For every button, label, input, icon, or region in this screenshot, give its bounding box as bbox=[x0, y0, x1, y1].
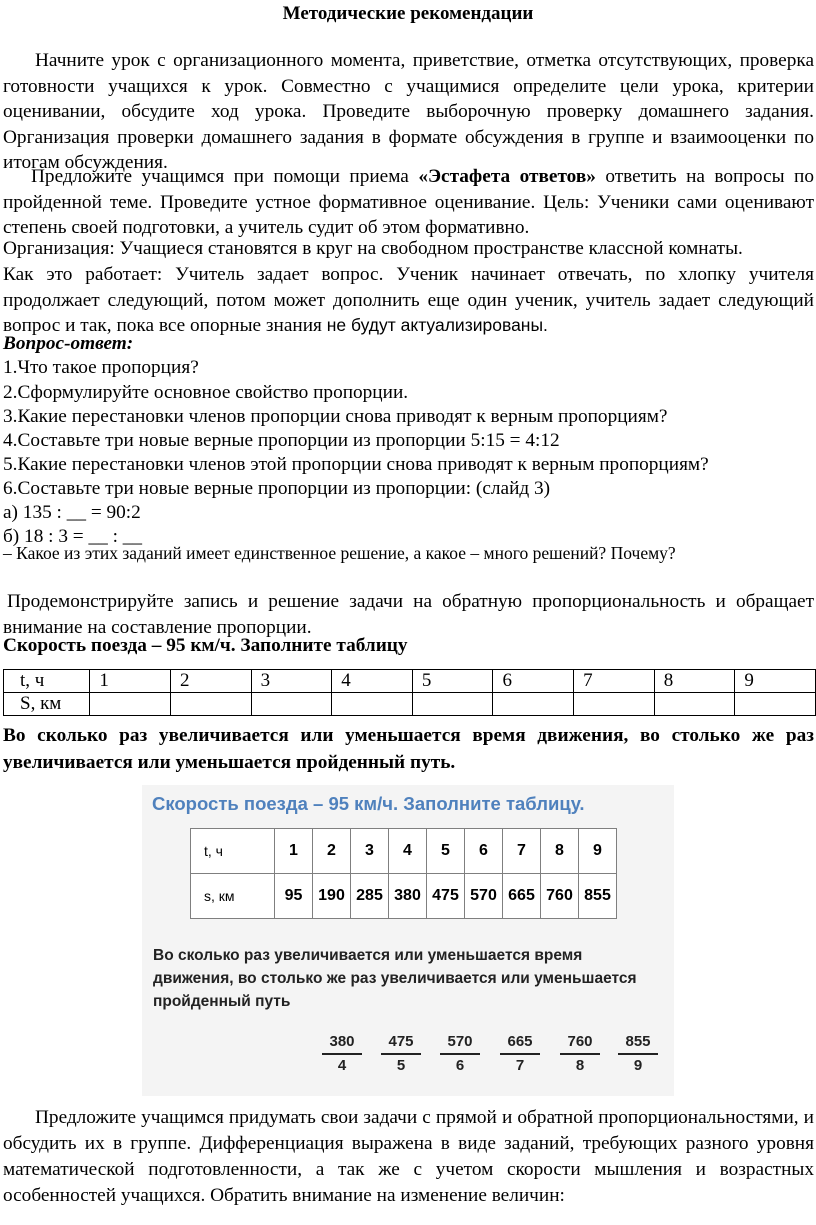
table-cell: 1 bbox=[90, 670, 171, 693]
document-title: Методические рекомендации bbox=[282, 3, 534, 24]
fraction bbox=[381, 1033, 421, 1076]
slide-question: Во сколько раз увеличивается или уменьшается время движения, во столько же раз увеличивается или уменьшается пройденный путь bbox=[153, 947, 637, 1010]
question-item: а) 135 : __ = 90:2 bbox=[3, 502, 141, 523]
how-it-works-text: Как это работает: Учитель задает вопрос. Ученик начинает отвечать, по хлопку учителя продолжает следующий, потом может дополнить еще один ученик, учитель задает следующий вопрос и так, пока все опорные знания bbox=[3, 264, 814, 336]
fraction-numerator: 665 bbox=[500, 1033, 540, 1055]
table-cell: 4 bbox=[389, 829, 427, 874]
table-cell: 6 bbox=[465, 829, 503, 874]
table-cell: 5 bbox=[412, 670, 493, 693]
table-row bbox=[191, 874, 617, 919]
table-cell: 4 bbox=[332, 670, 413, 693]
fraction bbox=[322, 1033, 362, 1076]
table-cell: 665 bbox=[503, 874, 541, 919]
speed-table bbox=[3, 669, 816, 716]
table-cell: 570 bbox=[465, 874, 503, 919]
relay-text-end: ответить на вопросы по пройденной теме. Проведите устное формативное оценивание. Цель: Ученики сами оценивают степень своей подготовки, а учитель судит об этом формативно. bbox=[3, 166, 815, 238]
fraction-denominator: 9 bbox=[633, 1057, 643, 1074]
fraction bbox=[560, 1033, 600, 1076]
fraction-denominator: 7 bbox=[515, 1057, 525, 1074]
slide-distance-label: s, км bbox=[191, 874, 275, 919]
relay-method-name: «Эстафета ответов» bbox=[418, 166, 596, 187]
question-note: – Какое из этих заданий имеет единственное решение, а какое – много решений? Почему? bbox=[3, 543, 676, 563]
task-question: Во сколько раз увеличивается или уменьшается время движения, во столько же раз увеличивается или уменьшается пройденный путь. bbox=[3, 725, 814, 773]
table-cell: 95 bbox=[275, 874, 313, 919]
table-cell: 190 bbox=[313, 874, 351, 919]
fraction-numerator: 380 bbox=[322, 1033, 362, 1055]
table-cell: 380 bbox=[389, 874, 427, 919]
table-cell: 7 bbox=[574, 670, 655, 693]
fraction-numerator: 760 bbox=[560, 1033, 600, 1055]
table-row bbox=[4, 693, 816, 716]
fraction bbox=[500, 1033, 540, 1076]
fraction-denominator: 8 bbox=[575, 1057, 585, 1074]
empty-cell bbox=[574, 693, 655, 716]
inverse-proportion-paragraph: Продемонстрируйте запись и решение задачи на обратную пропорциональность и обращает внимание на составление пропорции. bbox=[3, 591, 814, 638]
table-cell: 7 bbox=[503, 829, 541, 874]
empty-cell bbox=[654, 693, 735, 716]
fraction bbox=[440, 1033, 480, 1076]
organization-paragraph: Организация: Учащиеся становятся в круг на свободном пространстве классной комнаты. bbox=[3, 238, 743, 259]
question-item: 2.Сформулируйте основное свойство пропорции. bbox=[3, 382, 409, 403]
table-cell: 9 bbox=[735, 670, 816, 693]
question-item: 4.Составьте три новые верные пропорции из пропорции 5:15 = 4:12 bbox=[3, 430, 560, 451]
empty-cell bbox=[251, 693, 332, 716]
slide-time-label: t, ч bbox=[191, 829, 275, 874]
table-cell: 285 bbox=[351, 874, 389, 919]
how-it-works-paragraph bbox=[3, 262, 814, 339]
slide-title: Скорость поезда – 95 км/ч. Заполните таблицу. bbox=[152, 793, 585, 814]
how-it-works-tail: не будут актуализированы. bbox=[326, 315, 548, 335]
distance-label: S, км bbox=[4, 693, 90, 716]
fraction-numerator: 570 bbox=[440, 1033, 480, 1055]
fraction-numerator: 855 bbox=[618, 1033, 658, 1055]
empty-cell bbox=[735, 693, 816, 716]
task-heading: Скорость поезда – 95 км/ч. Заполните таблицу bbox=[3, 635, 408, 656]
table-cell: 6 bbox=[493, 670, 574, 693]
question-item: 6.Составьте три новые верные пропорции из пропорции: (слайд 3) bbox=[3, 478, 551, 499]
empty-cell bbox=[412, 693, 493, 716]
time-label: t, ч bbox=[4, 670, 90, 693]
fraction bbox=[618, 1033, 658, 1076]
question-item: б) 18 : 3 = __ : __ bbox=[3, 526, 143, 547]
table-cell: 8 bbox=[541, 829, 579, 874]
slide-image bbox=[142, 785, 674, 1096]
qa-heading: Вопрос-ответ: bbox=[3, 333, 134, 354]
question-item: 3.Какие перестановки членов пропорции снова приводят к верным пропорциям? bbox=[3, 406, 668, 427]
fraction-denominator: 6 bbox=[455, 1057, 465, 1074]
empty-cell bbox=[90, 693, 171, 716]
table-cell: 1 bbox=[275, 829, 313, 874]
empty-cell bbox=[493, 693, 574, 716]
slide-table bbox=[190, 828, 617, 919]
relay-paragraph bbox=[3, 164, 814, 241]
table-cell: 5 bbox=[427, 829, 465, 874]
table-cell: 9 bbox=[579, 829, 617, 874]
table-row bbox=[4, 670, 816, 693]
question-item: 5.Какие перестановки членов этой пропорции снова приводят к верным пропорциям? bbox=[3, 454, 709, 475]
table-row bbox=[191, 829, 617, 874]
table-cell: 3 bbox=[251, 670, 332, 693]
intro-paragraph: Начните урок с организационного момента, приветствие, отметка отсутствующих, проверка готовности учащихся к урок. Совместно с учащимися определите цели урока, критерии оценивании, обсудите ход урока. Проведите выборочную проверку домашнего задания. Организация проверки домашнего задания в формате обсуждения в группе и взаимооценки по итогам обсуждения. bbox=[3, 50, 814, 173]
table-cell: 2 bbox=[170, 670, 251, 693]
relay-text-start: Предложите учащимся при помощи приема bbox=[31, 166, 419, 187]
table-cell: 760 bbox=[541, 874, 579, 919]
table-cell: 3 bbox=[351, 829, 389, 874]
fraction-numerator: 475 bbox=[381, 1033, 421, 1055]
fraction-denominator: 5 bbox=[396, 1057, 406, 1074]
empty-cell bbox=[332, 693, 413, 716]
table-cell: 855 bbox=[579, 874, 617, 919]
fraction-denominator: 4 bbox=[337, 1057, 347, 1074]
empty-cell bbox=[170, 693, 251, 716]
table-cell: 2 bbox=[313, 829, 351, 874]
table-cell: 8 bbox=[654, 670, 735, 693]
table-cell: 475 bbox=[427, 874, 465, 919]
closing-paragraph: Предложите учащимся придумать свои задачи с прямой и обратной пропорциональностями, и обсудить их в группе. Дифференциация выражена в виде заданий, требующих разного уровня математической подготовленности, а так же с учетом скорости мышления и возрастных особенностей учащихся. Обратить внимание на изменение величин: bbox=[3, 1107, 814, 1206]
question-item: 1.Что такое пропорция? bbox=[3, 357, 199, 378]
